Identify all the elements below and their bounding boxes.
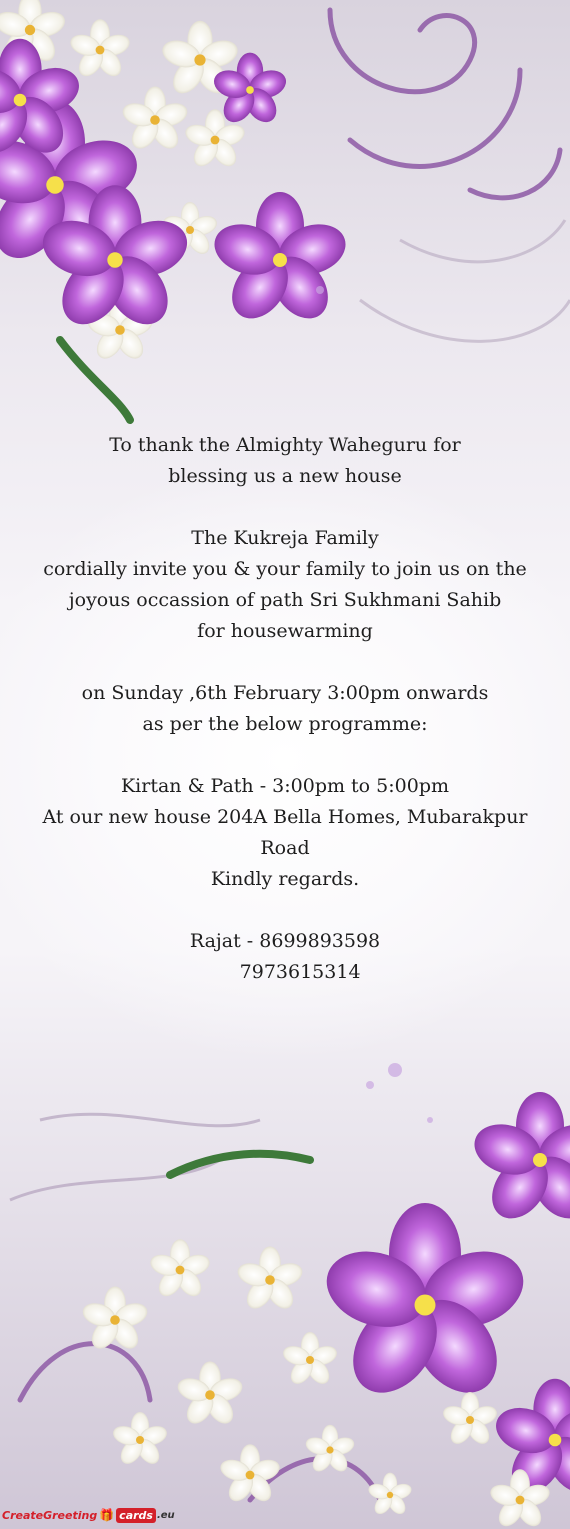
invitation-message <box>0 430 570 988</box>
invitation-line: as per the below programme: <box>142 713 428 735</box>
closing-regards: Kindly regards. <box>210 868 360 890</box>
programme-item: Kirtan & Path - 3:00pm to 5:00pm <box>120 775 450 797</box>
invitation-line: cordially invite you & your family to join us on the <box>43 558 527 580</box>
watermark-text: CreateGreeting <box>2 1508 98 1522</box>
watermark-text: .eu <box>156 1509 175 1521</box>
contact-phone: 7973615314 <box>209 961 361 983</box>
line-gap <box>0 740 570 771</box>
line-gap <box>0 647 570 678</box>
gift-icon: 🎁 <box>99 1508 115 1522</box>
line-gap <box>0 492 570 523</box>
venue-address: Road <box>260 837 310 859</box>
watermark-text: cards <box>116 1508 156 1523</box>
event-date: on Sunday ,6th February 3:00pm onwards <box>81 682 489 704</box>
line-gap <box>0 895 570 926</box>
invitation-line: joyous occassion of path Sri Sukhmani Sahib <box>68 589 502 611</box>
watermark-logo <box>2 1503 175 1527</box>
host-family: The Kukreja Family <box>191 527 379 549</box>
venue-address: At our new house 204A Bella Homes, Mubarakpur <box>42 806 528 828</box>
invitation-line: blessing us a new house <box>168 465 402 487</box>
invitation-line: for housewarming <box>197 620 373 642</box>
contact-phone: Rajat - 8699893598 <box>189 930 381 952</box>
invitation-line: To thank the Almighty Waheguru for <box>109 434 461 456</box>
